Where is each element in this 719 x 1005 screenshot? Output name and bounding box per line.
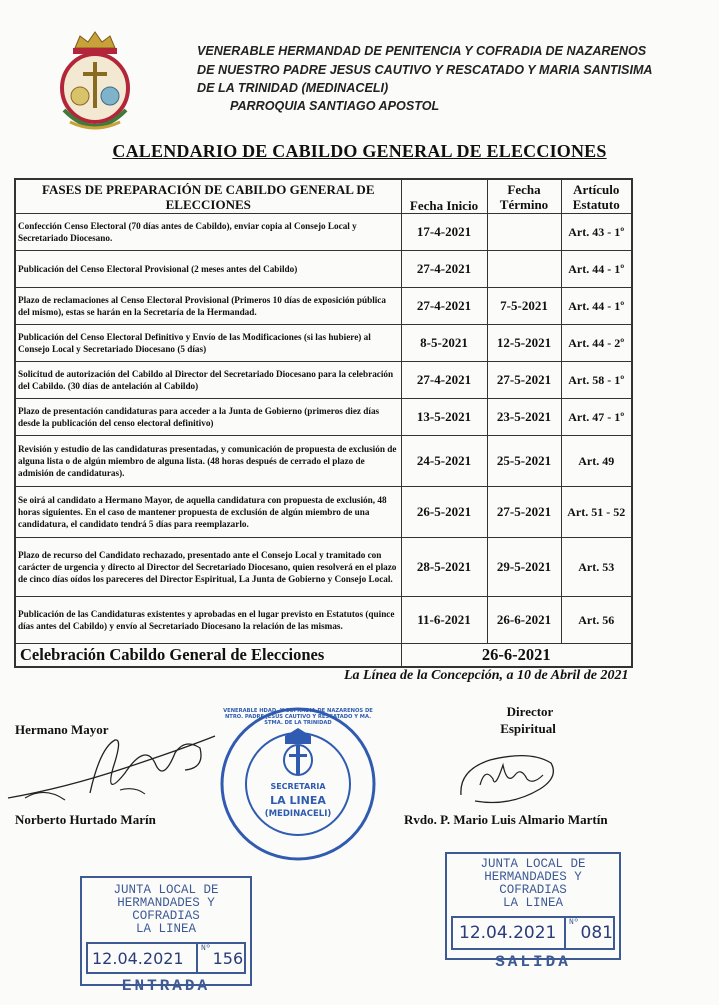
- entrada-number: 156: [212, 948, 244, 968]
- table-row: [15, 436, 632, 487]
- row-article: Art. 49: [561, 436, 632, 487]
- row-article: Art. 53: [561, 538, 632, 597]
- table-row: [15, 325, 632, 362]
- row-description: Publicación de las Candidaturas existentes y aprobadas en el lugar previsto en Estatutos (quince días antes del Cabildo) y envío al Secretariado Diocesano la relación de las mismas.: [15, 597, 401, 644]
- stamp-entrada: [80, 876, 252, 995]
- final-label: Celebración Cabildo General de Elecciones: [15, 644, 401, 668]
- row-article: Art. 58 - 1º: [561, 362, 632, 399]
- row-start-date: 27-4-2021: [401, 288, 487, 325]
- row-end-date: 25-5-2021: [487, 436, 561, 487]
- row-description: Plazo de recurso del Candidato rechazado, presentado ante el Consejo Local y tramitado con carácter de urgencia y directo al Director del Secretariado Diocesano, quien resolverá en el plazo de cinco días oídos los pareceres del Director Espiritual, La Junta de Gobierno y Consejo Local.: [15, 538, 401, 597]
- seal-center-1: SECRETARIA: [270, 782, 326, 791]
- row-start-date: 27-4-2021: [401, 362, 487, 399]
- table-final-row: [15, 644, 632, 668]
- row-description: Se oirá al candidato a Hermano Mayor, de aquella candidatura con propuesta de exclusión, 48 horas siguientes. En el caso de mantener propuesta de exclusión de algún miembro de una candidatura, el candidato tendrá 5 días para reemplazarlo.: [15, 487, 401, 538]
- row-start-date: 8-5-2021: [401, 325, 487, 362]
- salida-no-label: Nº: [564, 918, 579, 948]
- row-article: Art. 56: [561, 597, 632, 644]
- hermano-mayor-signature-icon: [5, 728, 220, 810]
- seal-center-3: (MEDINACELI): [264, 809, 332, 819]
- row-description: Solicitud de autorización del Cabildo al Director del Secretariado Diocesano para la celebración del Cabildo. (30 días de antelación al Cabildo): [15, 362, 401, 399]
- seal-center-2: LA LINEA: [270, 794, 326, 807]
- row-start-date: 13-5-2021: [401, 399, 487, 436]
- entrada-line-2: HERMANDADES Y COFRADIAS: [117, 896, 215, 923]
- header-line-1: VENERABLE HERMANDAD DE PENITENCIA Y COFRADIA DE NAZARENOS: [197, 44, 647, 58]
- row-article: Art. 43 - 1º: [561, 214, 632, 251]
- row-start-date: 24-5-2021: [401, 436, 487, 487]
- director-signature-icon: [455, 745, 560, 810]
- row-article: Art. 44 - 1º: [561, 288, 632, 325]
- row-description: Publicación del Censo Electoral Provisional (2 meses antes del Cabildo): [15, 251, 401, 288]
- entrada-line-3: LA LINEA: [135, 922, 196, 936]
- row-description: Plazo de presentación candidaturas para acceder a la Junta de Gobierno (primeros diez días desde la publicación del censo electoral definitivo): [15, 399, 401, 436]
- brotherhood-crest-icon: [50, 30, 140, 138]
- place-and-date: La Línea de la Concepción, a 10 de Abril de 2021: [344, 668, 629, 683]
- row-article: Art. 47 - 1º: [561, 399, 632, 436]
- row-description: Revisión y estudio de las candidaturas presentadas, y comunicación de propuesta de exclusión de alguna lista o de algún miembro de alguna lista. (48 horas después de cerrado el plazo de admisión de candidaturas).: [15, 436, 401, 487]
- row-end-date: 27-5-2021: [487, 487, 561, 538]
- table-row: [15, 288, 632, 325]
- table-row: [15, 487, 632, 538]
- row-end-date: 29-5-2021: [487, 538, 561, 597]
- header-article: Artículo Estatuto: [561, 179, 632, 214]
- table-header-row: [15, 179, 632, 214]
- row-start-date: 28-5-2021: [401, 538, 487, 597]
- row-end-date: 7-5-2021: [487, 288, 561, 325]
- row-description: Publicación del Censo Electoral Definitivo y Envío de las Modificaciones (si las hubiere) al Consejo Local y Secretariado Diocesano (5 días): [15, 325, 401, 362]
- salida-date: 12.04.2021: [459, 923, 557, 943]
- header-line-4: PARROQUIA SANTIAGO APOSTOL: [230, 99, 440, 113]
- header-line-2: DE NUESTRO PADRE JESUS CAUTIVO Y RESCATADO Y MARIA SANTISIMA: [197, 63, 653, 77]
- row-description: Confección Censo Electoral (70 días antes de Cabildo), enviar copia al Consejo Local y Secretariado Diocesano.: [15, 214, 401, 251]
- row-end-date: 26-6-2021: [487, 597, 561, 644]
- row-article: Art. 51 - 52: [561, 487, 632, 538]
- header-phase: FASES DE PREPARACIÓN DE CABILDO GENERAL DE ELECCIONES: [15, 179, 401, 214]
- row-end-date: 23-5-2021: [487, 399, 561, 436]
- salida-line-1: JUNTA LOCAL DE: [480, 857, 586, 871]
- header-start-date: Fecha Inicio: [401, 179, 487, 214]
- entrada-no-label: Nº: [196, 944, 211, 972]
- row-end-date: [487, 251, 561, 288]
- table-row: [15, 399, 632, 436]
- director-role-line-2: Espiritual: [500, 721, 556, 736]
- row-description: Plazo de reclamaciones al Censo Electoral Provisional (Primeros 10 días de exposición pública del mismo), estas se harán en la Secretaría de la Hermandad.: [15, 288, 401, 325]
- row-start-date: 11-6-2021: [401, 597, 487, 644]
- director-role-line-1: Director: [506, 704, 554, 719]
- entrada-date: 12.04.2021: [92, 948, 184, 968]
- final-date: 26-6-2021: [401, 644, 632, 668]
- salida-number: 081: [580, 923, 613, 943]
- row-start-date: 26-5-2021: [401, 487, 487, 538]
- stamp-salida: [445, 852, 621, 971]
- row-article: Art. 44 - 1º: [561, 251, 632, 288]
- election-calendar-table: [14, 178, 633, 668]
- salida-line-2: HERMANDADES Y COFRADIAS: [484, 870, 582, 897]
- row-end-date: [487, 214, 561, 251]
- entrada-line-1: JUNTA LOCAL DE: [113, 883, 219, 897]
- seal-ring-text: VENERABLE HDAD. Y COFRADIA DE NAZARENOS DE NTRO. PADRE JESUS CAUTIVO Y RESCATADO Y MA. STMA. DE LA TRINIDAD: [223, 708, 373, 726]
- document-title: CALENDARIO DE CABILDO GENERAL DE ELECCIONES: [112, 141, 607, 161]
- secretaria-seal: [219, 706, 377, 862]
- header-line-3: DE LA TRINIDAD (MEDINACELI): [197, 81, 389, 95]
- row-end-date: 27-5-2021: [487, 362, 561, 399]
- row-end-date: 12-5-2021: [487, 325, 561, 362]
- header-end-date: Fecha Término: [487, 179, 561, 214]
- table-row: [15, 538, 632, 597]
- hermano-mayor-name: Norberto Hurtado Marín: [15, 812, 156, 827]
- row-start-date: 17-4-2021: [401, 214, 487, 251]
- director-name: Rvdo. P. Mario Luis Almario Martín: [404, 812, 608, 827]
- table-row: [15, 362, 632, 399]
- salida-line-3: LA LINEA: [502, 896, 563, 910]
- row-article: Art. 44 - 2º: [561, 325, 632, 362]
- salida-kind: SALIDA: [495, 953, 571, 971]
- table-row: [15, 597, 632, 644]
- row-start-date: 27-4-2021: [401, 251, 487, 288]
- table-row: [15, 214, 632, 251]
- table-row: [15, 251, 632, 288]
- entrada-kind: ENTRADA: [121, 977, 211, 995]
- hermano-mayor-role: Hermano Mayor: [15, 722, 109, 737]
